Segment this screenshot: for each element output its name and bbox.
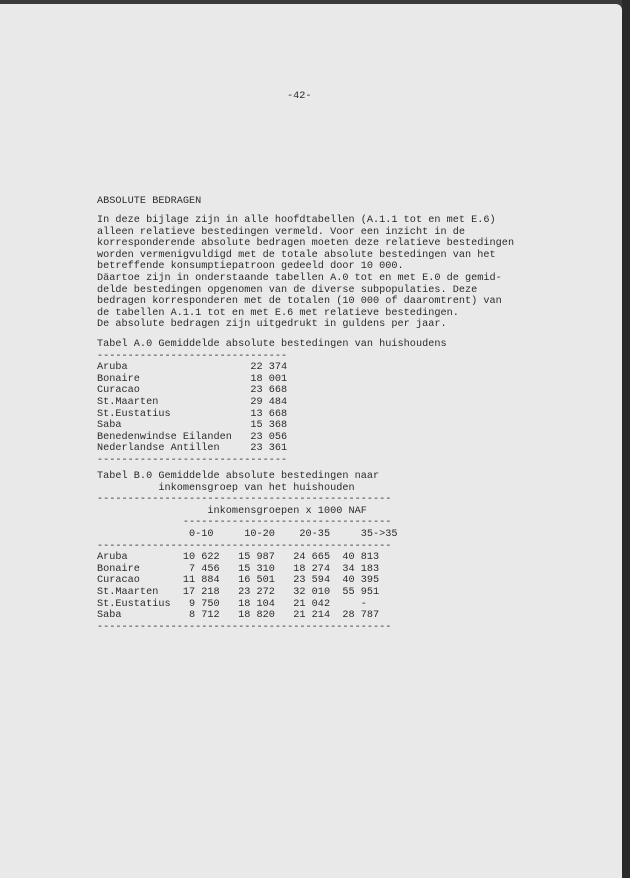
divider: ------------------------------------------------	[97, 621, 392, 633]
paragraph-line: Däartoe zijn in onderstaande tabellen A.0 tot en met E.0 de gemid-	[97, 272, 502, 284]
table-row: St.Eustatius 9 750 18 104 21 042 -	[97, 598, 367, 610]
paragraph-line: delde bestedingen opgenomen van de diverse subpopulaties. Deze	[97, 284, 478, 296]
section-title: ABSOLUTE BEDRAGEN	[97, 196, 202, 207]
table-a0	[97, 339, 447, 467]
table-row: Bonaire 7 456 15 310 18 274 34 183	[97, 563, 380, 575]
table-row: Aruba 22 374	[97, 362, 288, 374]
table-row: St.Maarten 29 484	[97, 396, 288, 408]
divider: ----------------------------------	[97, 517, 392, 529]
table-b0	[97, 471, 398, 633]
paragraph-line: korresponderende absolute bedragen moeten deze relatieve bestedingen	[97, 238, 515, 250]
column-headers: 0-10 10-20 20-35 35->35	[97, 528, 398, 540]
table-row: Bonaire 18 001	[97, 373, 288, 385]
page-number: -42-	[287, 91, 312, 102]
paragraph-line: De absolute bedragen zijn uitgedrukt in guldens per jaar.	[97, 319, 447, 331]
table-row: Curacao 23 668	[97, 385, 288, 397]
table-row: Curacao 11 884 16 501 23 594 40 395	[97, 575, 380, 587]
paragraph-line: bedragen korresponderen met de totalen (10 000 of daaromtrent) van	[97, 296, 502, 308]
table-row: Nederlandse Antillen 23 361	[97, 443, 288, 455]
table-row: Saba 8 712 18 820 21 214 28 787	[97, 610, 380, 622]
table-title: Tabel B.0 Gemiddelde absolute bestedingen naar	[97, 471, 380, 482]
divider: -------------------------------	[97, 454, 288, 466]
paragraph-line: de tabellen A.1.1 tot en met E.6 met relatieve bestedingen.	[97, 307, 459, 319]
paragraph-line: worden vermenigvuldigd met de totale absolute bestedingen van het	[97, 249, 496, 261]
table-title: Tabel A.0 Gemiddelde absolute bestedingen van huishoudens	[97, 339, 447, 350]
table-title: inkomensgroep van het huishouden	[97, 482, 355, 494]
divider: -------------------------------	[97, 350, 288, 362]
table-row: Aruba 10 622 15 987 24 665 40 813	[97, 552, 380, 564]
group-header: inkomensgroepen x 1000 NAF	[97, 505, 367, 517]
paragraph-line: betreffende konsumptiepatroon gedeeld door 10 000.	[97, 261, 404, 273]
table-row: Benedenwindse Eilanden 23 056	[97, 431, 288, 443]
page-edge	[622, 0, 630, 878]
table-row: St.Maarten 17 218 23 272 32 010 55 951	[97, 586, 380, 598]
paragraph-line: In deze bijlage zijn in alle hoofdtabellen (A.1.1 tot en met E.6)	[97, 215, 496, 226]
table-row: Saba 15 368	[97, 420, 288, 432]
paragraph-line: alleen relatieve bestedingen vermeld. Voor een inzicht in de	[97, 226, 466, 238]
table-row: St.Eustatius 13 668	[97, 408, 288, 420]
divider: ------------------------------------------------	[97, 540, 392, 552]
divider: ------------------------------------------------	[97, 494, 392, 506]
intro-paragraph	[97, 215, 514, 331]
